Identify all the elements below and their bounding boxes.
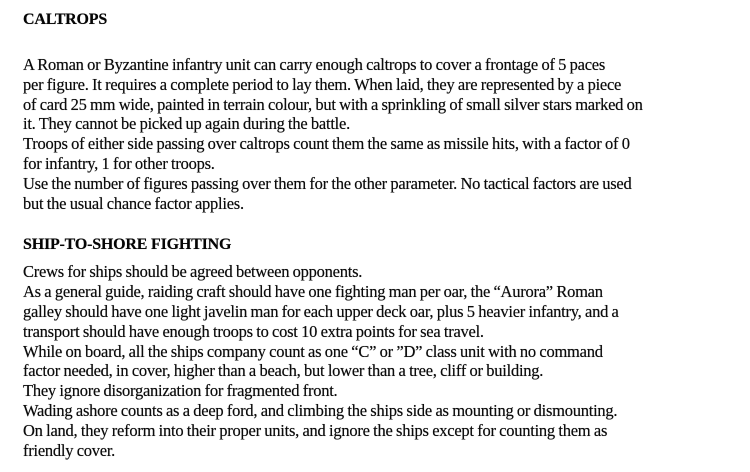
text-line: On land, they reform into their proper units, and ignore the ships except for counting them as bbox=[23, 420, 608, 440]
ship-to-shore-body bbox=[23, 262, 748, 460]
ship-to-shore-heading: SHIP-TO-SHORE FIGHTING bbox=[23, 236, 232, 254]
text-line: transport should have enough troops to cost 10 extra points for sea travel. bbox=[23, 321, 484, 341]
text-line: A Roman or Byzantine infantry unit can carry enough caltrops to cover a frontage of 5 paces bbox=[23, 55, 606, 74]
text-line: They ignore disorganization for fragmented front. bbox=[23, 381, 338, 401]
text-line: As a general guide, raiding craft should have one fighting man per oar, the “Aurora” Roman bbox=[23, 282, 603, 302]
text-line: Troops of either side passing over caltrops count them the same as missile hits, with a factor of 0 bbox=[23, 134, 630, 154]
text-line: Crews for ships should be agreed between opponents. bbox=[23, 262, 363, 282]
text-line: per figure. It requires a complete period to lay them. When laid, they are represented by a piece bbox=[23, 74, 622, 94]
text-line: friendly cover. bbox=[23, 440, 116, 460]
section-ship-to-shore bbox=[23, 235, 748, 460]
text-line: Use the number of figures passing over them for the other parameter. No tactical factors are used bbox=[23, 173, 632, 193]
text-line: but the usual chance factor applies. bbox=[23, 193, 244, 213]
text-line: galley should have one light javelin man for each upper deck oar, plus 5 heavier infantry, and a bbox=[23, 301, 619, 321]
text-line: of card 25 mm wide, painted in terrain colour, but with a sprinkling of small silver stars marked on bbox=[23, 94, 643, 114]
text-line: While on board, all the ships company count as one “C” or ”D” class unit with no command bbox=[23, 341, 603, 361]
text-line: Wading ashore counts as a deep ford, and climbing the ships side as mounting or dismounting. bbox=[23, 400, 618, 420]
text-line: it. They cannot be picked up again during the battle. bbox=[23, 114, 350, 134]
caltrops-body bbox=[23, 55, 748, 213]
text-line: for infantry, 1 for other troops. bbox=[23, 153, 215, 173]
text-line: factor needed, in cover, higher than a beach, but lower than a tree, cliff or building. bbox=[23, 361, 544, 381]
section-caltrops bbox=[23, 10, 748, 213]
caltrops-heading: CALTROPS bbox=[23, 11, 108, 28]
